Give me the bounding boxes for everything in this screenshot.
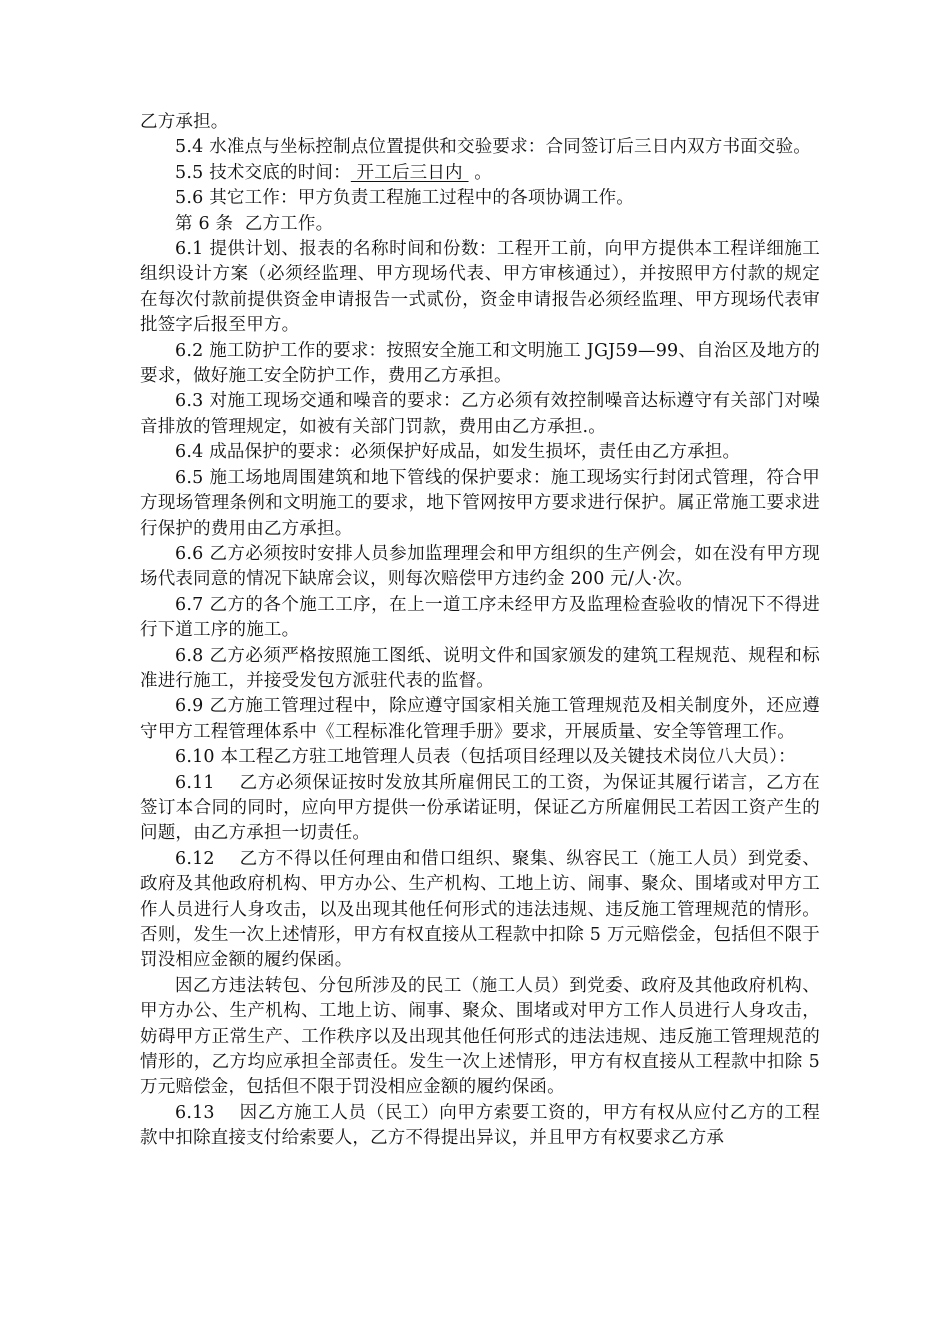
paragraph: 6.3 对施工现场交通和噪音的要求：乙方必须有效控制噪音达标遵守有关部门对噪音排放的管理规定，如被有关部门罚款，费用由乙方承担.。 [140, 391, 820, 437]
paragraph: 因乙方违法转包、分包所涉及的民工（施工人员）到党委、政府及其他政府机构、甲方办公、生产机构、工地上访、闹事、聚众、围堵或对甲方工作人员进行人身攻击，妨碍甲方正常生产、工作秩序以及出现其他任何形式的违法违规、违反施工管理规范的情形的，乙方均应承担全部责任。发生一次上述情形，甲方有权直接从工程款中扣除 5 万元赔偿金，包括但不限于罚没相应金额的履约保函。 [140, 975, 826, 1098]
paragraph: 6.4 成品保护的要求：必须保护好成品，如发生损坏，责任由乙方承担。 [175, 442, 741, 463]
paragraph-tech-handover [140, 161, 820, 186]
paragraph: 6.11 乙方必须保证按时发放其所雇佣民工的工资，为保证其履行诺言，乙方在签订本合同的同时，应向甲方提供一份承诺证明，保证乙方所雇佣民工若因工资产生的问题，由乙方承担一切责任。 [140, 772, 820, 844]
paragraph: 6.12 乙方不得以任何理由和借口组织、聚集、纵容民工（施工人员）到党委、政府及其他政府机构、甲方办公、生产机构、工地上访、闹事、聚众、围堵或对甲方工作人员进行人身攻击，以及出现其他任何形式的违法违规、违反施工管理规范的情形。否则，发生一次上述情形，甲方有权直接从工程款中扣除 5 万元赔偿金，包括但不限于罚没相应金额的履约保函。 [140, 848, 820, 971]
paragraph: 6.6 乙方必须按时安排人员参加监理理会和甲方组织的生产例会，如在没有甲方现场代表同意的情况下缺席会议，则每次赔偿甲方违约金 200 元/人·次。 [140, 543, 820, 590]
underlined-field: 开工后三日内 [350, 162, 469, 183]
paragraph-prefix: 5.5 技术交底的时间： [175, 162, 351, 183]
paragraph: 6.8 乙方必须严格按照施工图纸、说明文件和国家颁发的建筑工程规范、规程和标准进行施工，并接受发包方派驻代表的监督。 [140, 645, 820, 691]
paragraph: 乙方承担。 [140, 112, 229, 132]
paragraph: 6.9 乙方施工管理过程中，除应遵守国家相关施工管理规范及相关制度外，还应遵守甲方工程管理体系中《工程标准化管理手册》要求，开展质量、安全等管理工作。 [140, 696, 820, 742]
paragraph: 5.4 水准点与坐标控制点位置提供和交验要求：合同签订后三日内双方书面交验。 [175, 137, 811, 158]
section-heading: 第 6 条 乙方工作。 [175, 213, 334, 234]
paragraph: 6.2 施工防护工作的要求：按照安全施工和文明施工 JGJ59—99、自治区及地方的要求，做好施工安全防护工作，费用乙方承担。 [140, 340, 820, 387]
paragraph: 6.1 提供计划、报表的名称时间和份数：工程开工前，向甲方提供本工程详细施工组织设计方案（必须经监理、甲方现场代表、甲方审核通过），并按照甲方付款的规定在每次付款前提供资金申请报告一式贰份，资金申请报告必须经监理、甲方现场代表审批签字后报至甲方。 [140, 239, 820, 336]
paragraph: 6.10 本工程乙方驻工地管理人员表（包括项目经理以及关键技术岗位八大员）： [175, 747, 796, 768]
document-body [140, 110, 826, 1152]
paragraph-suffix: 。 [468, 162, 492, 183]
paragraph: 6.13 因乙方施工人员（民工）向甲方索要工资的，甲方有权从应付乙方的工程款中扣除直接支付给索要人，乙方不得提出异议，并且甲方有权要求乙方承 [140, 1102, 820, 1149]
paragraph: 5.6 其它工作：甲方负责工程施工过程中的各项协调工作。 [175, 188, 634, 209]
paragraph: 6.5 施工场地周围建筑和地下管线的保护要求：施工现场实行封闭式管理，符合甲方现场管理条例和文明施工的要求，地下管网按甲方要求进行保护。属正常施工要求进行保护的费用由乙方承担。 [140, 467, 820, 539]
paragraph: 6.7 乙方的各个施工工序，在上一道工序未经甲方及监理检查验收的情况下不得进行下道工序的施工。 [140, 594, 820, 641]
